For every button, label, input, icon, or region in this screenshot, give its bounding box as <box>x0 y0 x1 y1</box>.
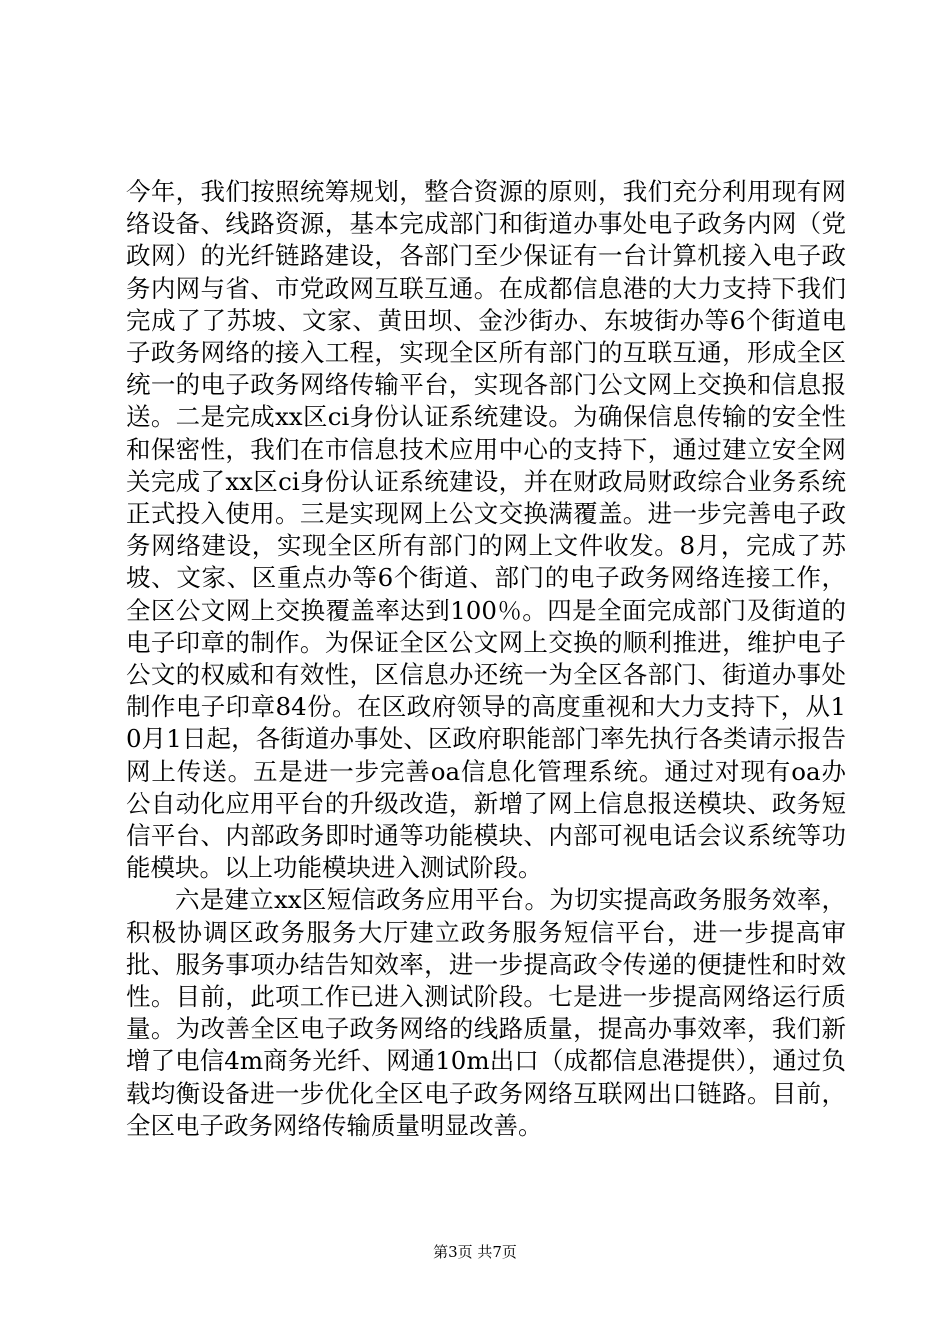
page-number: 第3页 共7页 <box>433 1243 517 1261</box>
body-text <box>126 176 846 1142</box>
paragraph-1: 今年，我们按照统筹规划，整合资源的原则，我们充分利用现有网络设备、线路资源，基本完成部门和街道办事处电子政务内网（党政网）的光纤链路建设，各部门至少保证有一台计算机接入电子政务内网与省、市党政网互联互通。在成都信息港的大力支持下我们完成了了苏坡、文家、黄田坝、金沙街办、东坡街办等6个街道电子政务网络的接入工程，实现全区所有部门的互联互通，形成全区统一的电子政务网络传输平台，实现各部门公文网上交换和信息报送。二是完成xx区ci身份认证系统建设。为确保信息传输的安全性和保密性，我们在市信息技术应用中心的支持下，通过建立安全网关完成了xx区ci身份认证系统建设，并在财政局财政综合业务系统正式投入使用。三是实现网上公文交换满覆盖。进一步完善电子政务网络建设，实现全区所有部门的网上文件收发。8月，完成了苏坡、文家、区重点办等6个街道、部门的电子政务网络连接工作，全区公文网上交换覆盖率达到100％。四是全面完成部门及街道的电子印章的制作。为保证全区公文网上交换的顺利推进，维护电子公文的权威和有效性，区信息办还统一为全区各部门、街道办事处制作电子印章84份。在区政府领导的高度重视和大力支持下，从10月1日起，各街道办事处、区政府职能部门率先执行各类请示报告网上传送。五是进一步完善oa信息化管理系统。通过对现有oa办公自动化应用平台的升级改造，新增了网上信息报送模块、政务短信平台、内部政务即时通等功能模块、内部可视电话会议系统等功能模块。以上功能模块进入测试阶段。 <box>126 177 846 883</box>
page-footer <box>0 1242 950 1262</box>
paragraph-2: 六是建立xx区短信政务应用平台。为切实提高政务服务效率，积极协调区政务服务大厅建立政务服务短信平台，进一步提高审批、服务事项办结告知效率，进一步提高政令传递的便捷性和时效性。目前，此项工作已进入测试阶段。七是进一步提高网络运行质量。为改善全区电子政务网络的线路质量，提高办事效率，我们新增了电信4m商务光纤、网通10m出口（成都信息港提供），通过负载均衡设备进一步优化全区电子政务网络互联网出口链路。目前，全区电子政务网络传输质量明显改善。 <box>126 885 846 1140</box>
